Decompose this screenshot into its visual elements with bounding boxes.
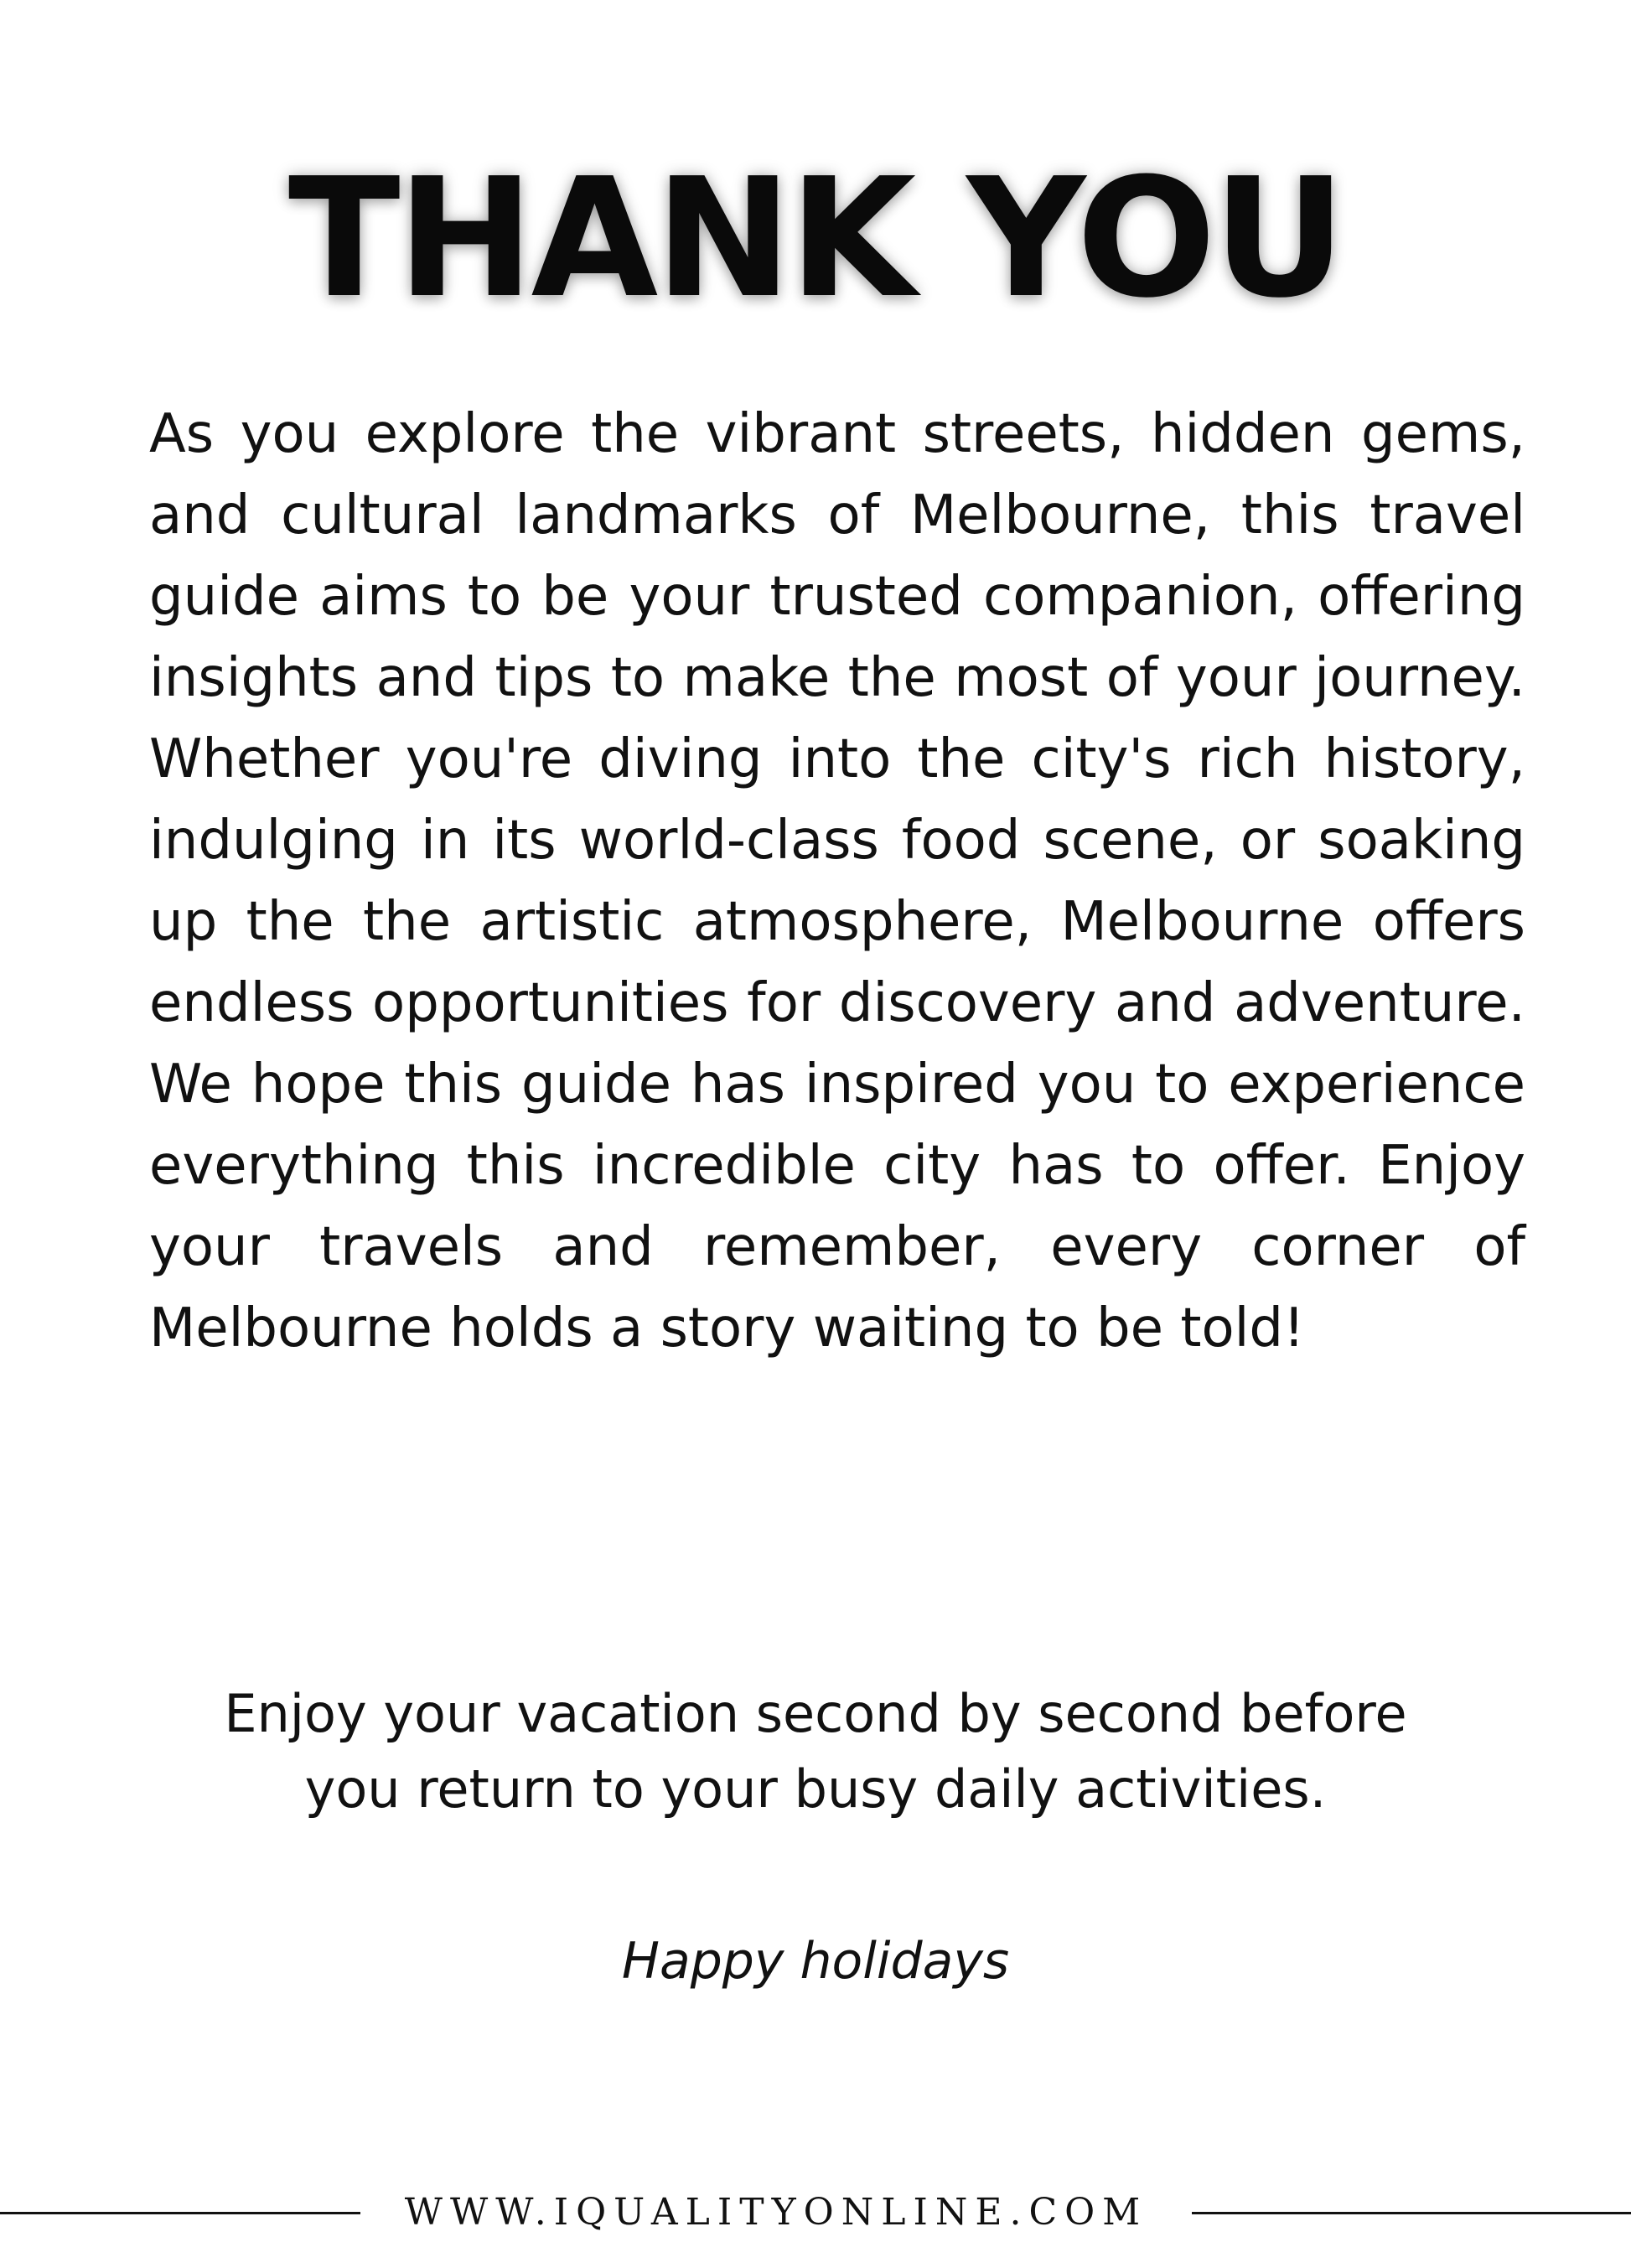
closing-message — [168, 1676, 1463, 1827]
page-title: THANK YOU — [287, 143, 1344, 334]
closing-line-1: Enjoy your vacation second by second before — [224, 1683, 1407, 1744]
body-paragraph: As you explore the vibrant streets, hidden gems, and cultural landmarks of Melbourne, this travel guide aims to be your trusted companion, offering insights and tips to make the most of your journey. Whether you're diving into the city's rich history, indulging in its world-class food scene, or soaking up the the artistic atmosphere, Melbourne offers endless opportunities for discovery and adventure. We hope this guide has inspired you to experience everything this incredible city has to offer. Enjoy your travels and remember, every corner of Melbourne holds a story waiting to be told! — [149, 403, 1525, 1359]
footer-divider-left — [0, 2212, 360, 2214]
closing-line-2: you return to your busy daily activities. — [304, 1758, 1327, 1820]
footer-website-link[interactable]: WWW.IQUALITYONLINE.COM — [404, 2191, 1148, 2234]
footer-divider-right — [1192, 2212, 1631, 2214]
footer — [0, 2188, 1631, 2238]
signoff-text: Happy holidays — [621, 1932, 1010, 1991]
